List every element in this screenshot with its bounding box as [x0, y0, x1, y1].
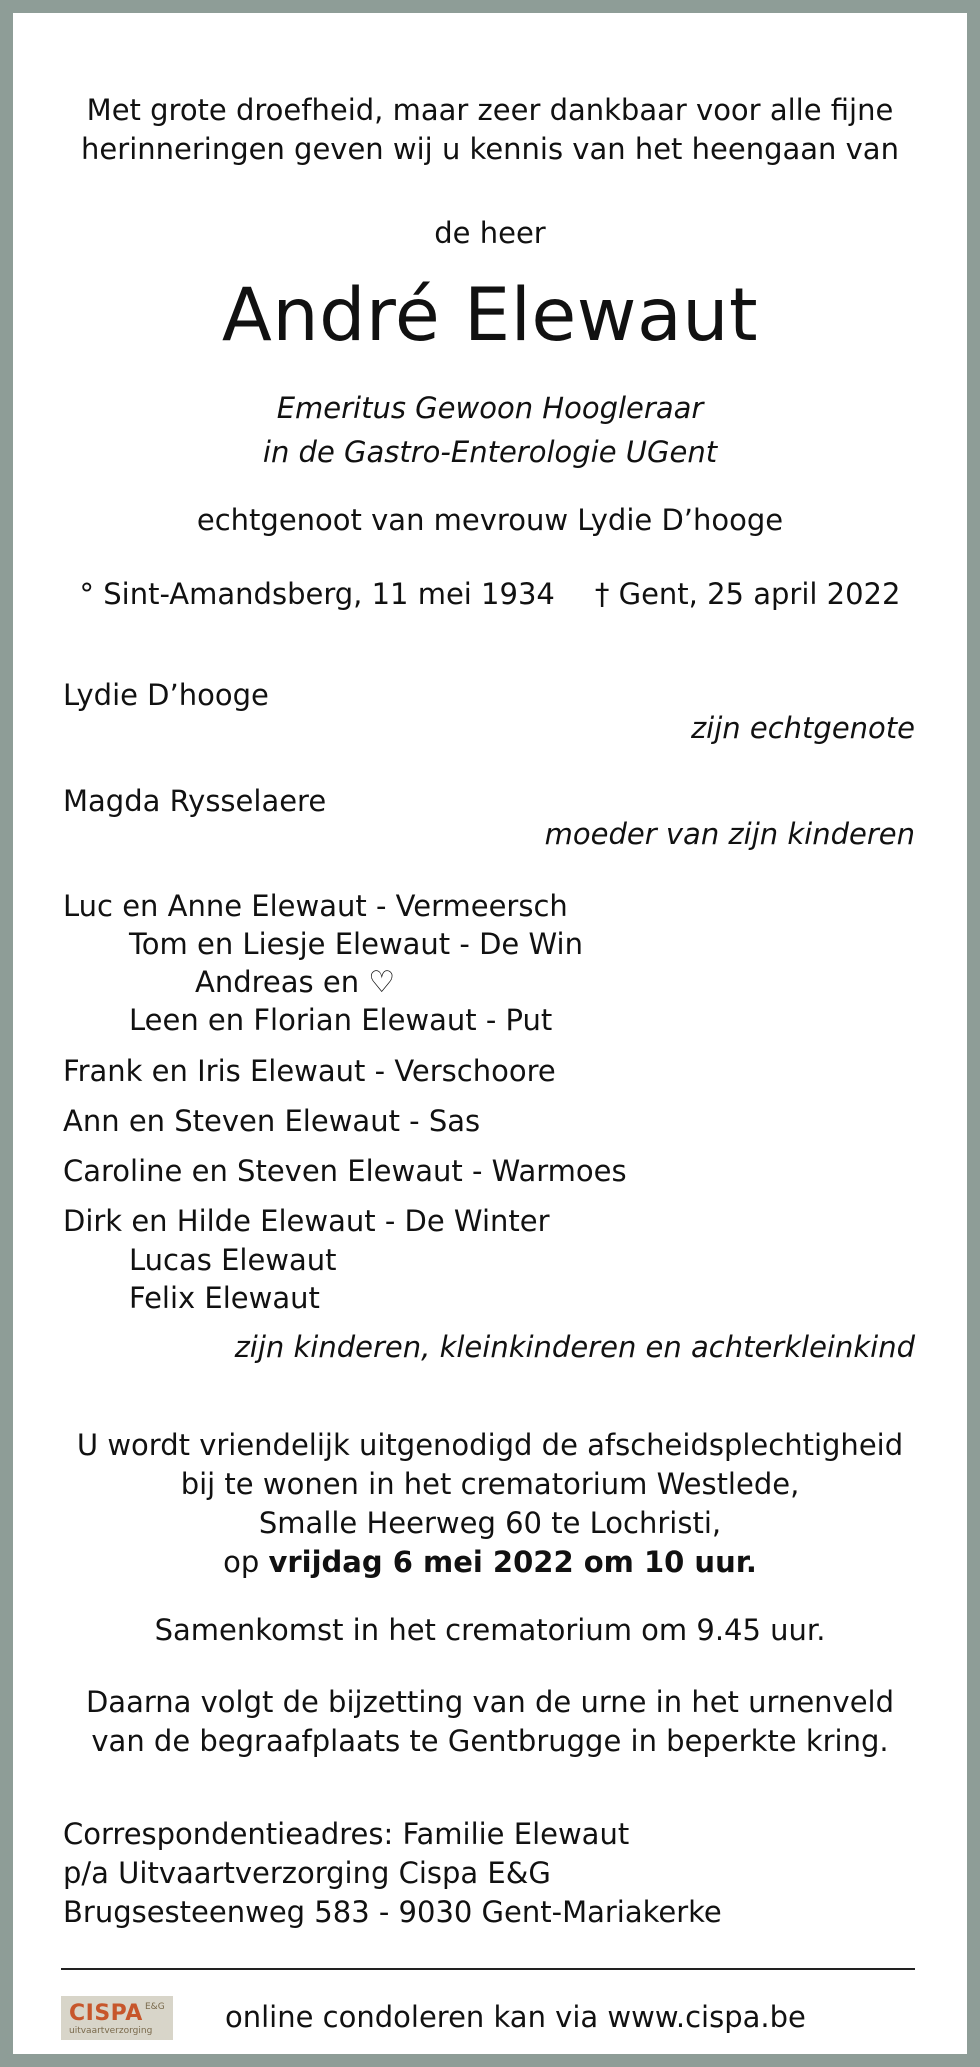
birth-date: ° Sint-Amandsberg, 11 mei 1934 [79, 577, 555, 611]
spouse-line: echtgenoot van mevrouw Lydie D’hooge [196, 503, 784, 537]
cispa-logo [61, 1996, 173, 2040]
name-prefix: de heer [434, 216, 546, 250]
family-mother-role: moeder van zijn kinderen [544, 817, 915, 851]
interment-line: Daarna volgt de bijzetting van de urne in het urnenveld [85, 1685, 895, 1719]
family-line: Lucas Elewaut [129, 1243, 337, 1277]
invitation-line: U wordt vriendelijk uitgenodigd de afscheidsplechtigheid [76, 1428, 904, 1462]
meeting-text: Samenkomst in het crematorium om 9.45 uur. [154, 1613, 826, 1647]
title-line-2: in de Gastro-Enterologie UGent [262, 435, 718, 469]
intro-line-1: Met grote droefheid, maar zeer dankbaar voor alle fijne [86, 93, 894, 127]
logo-subtitle: uitvaartverzorging [69, 2026, 153, 2036]
life-dates [13, 577, 967, 611]
divider [61, 1968, 915, 1970]
heart-icon: ♡ [368, 965, 396, 1000]
address-line: p/a Uitvaartverzorging Cispa E&G [63, 1856, 551, 1890]
death-date: † Gent, 25 april 2022 [594, 577, 901, 611]
invitation-line: bij te wonen in het crematorium Westlede, [180, 1467, 800, 1501]
family-line: Dirk en Hilde Elewaut - De Winter [63, 1204, 550, 1238]
family-line: Ann en Steven Elewaut - Sas [63, 1104, 481, 1138]
family-line: Frank en Iris Elewaut - Verschoore [63, 1054, 556, 1088]
family-mother-name: Magda Rysselaere [63, 784, 327, 818]
logo-name: CISPA [69, 2001, 143, 2026]
intro-text [13, 91, 967, 169]
family-line: Tom en Liesje Elewaut - De Win [129, 927, 583, 961]
invitation-text [13, 1426, 967, 1582]
interment-text [13, 1683, 967, 1761]
deceased-name: André Elewaut [221, 273, 759, 358]
family-line-text: Andreas en [195, 965, 360, 999]
family-spouse-role: zijn echtgenote [690, 711, 915, 745]
logo-superscript: E&G [145, 2002, 165, 2012]
family-line [195, 965, 395, 1000]
family-line: Leen en Florian Elewaut - Put [129, 1003, 553, 1037]
date-prefix: op [223, 1545, 260, 1579]
online-condolence-text: online condoleren kan via www.cispa.be [225, 2000, 806, 2034]
family-line: Luc en Anne Elewaut - Vermeersch [63, 889, 568, 923]
invitation-date [13, 1543, 967, 1582]
intro-line-2: herinneringen geven wij u kennis van het heengaan van [81, 132, 899, 166]
interment-line: van de begraafplaats te Gentbrugge in beperkte kring. [91, 1724, 889, 1758]
title-line-1: Emeritus Gewoon Hoogleraar [276, 391, 704, 425]
address-line: Correspondentieadres: Familie Elewaut [63, 1817, 630, 1851]
obituary-card [13, 13, 967, 2054]
correspondence-address [63, 1815, 722, 1932]
family-line: Caroline en Steven Elewaut - Warmoes [63, 1154, 627, 1188]
professional-title [13, 386, 967, 474]
invitation-line: Smalle Heerweg 60 te Lochristi, [258, 1506, 722, 1540]
date-bold: vrijdag 6 mei 2022 om 10 uur. [268, 1545, 757, 1579]
family-children-role: zijn kinderen, kleinkinderen en achterkleinkind [234, 1330, 915, 1364]
family-spouse-name: Lydie D’hooge [63, 678, 269, 712]
address-line: Brugsesteenweg 583 - 9030 Gent-Mariakerke [63, 1895, 722, 1929]
family-line: Felix Elewaut [129, 1281, 320, 1315]
